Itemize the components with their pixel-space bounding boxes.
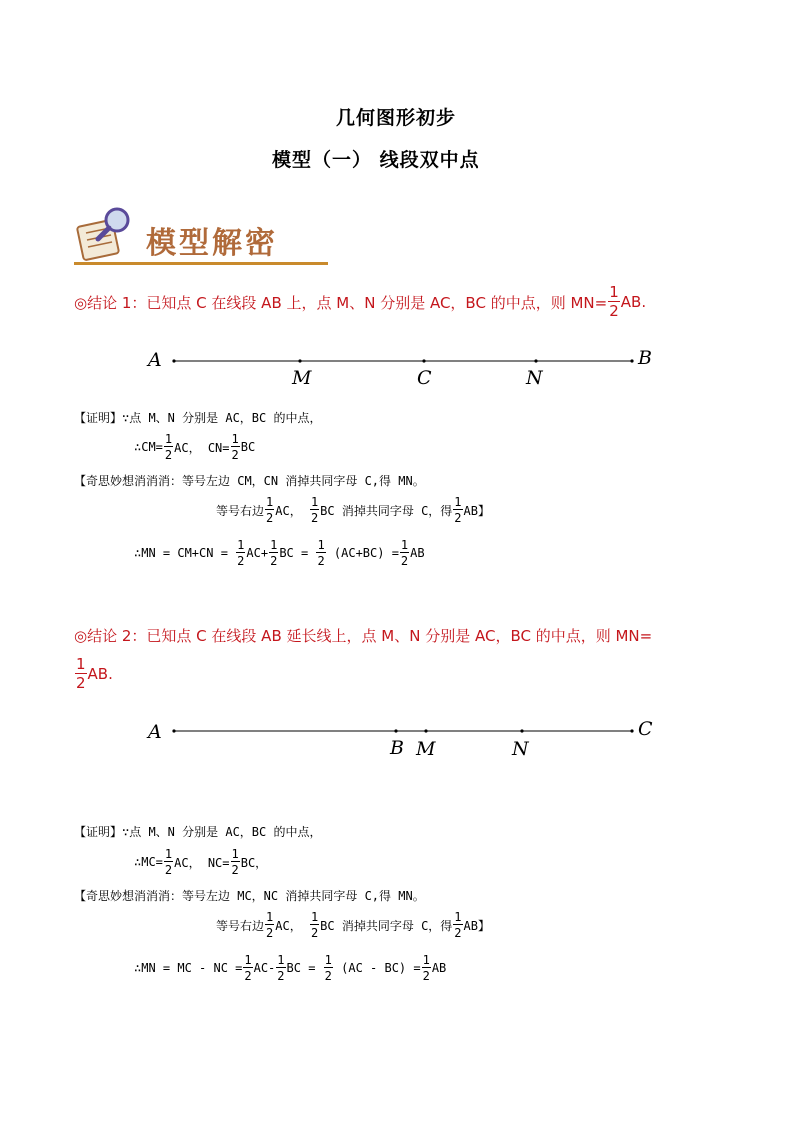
fraction-half: [236, 539, 245, 567]
fraction-half: [316, 539, 325, 567]
conclusion-1-heading: [74, 285, 646, 319]
fraction-half: [453, 911, 462, 939]
fraction-half: [231, 433, 240, 461]
proof-text: AB: [431, 961, 447, 975]
fraction-numerator: 1: [324, 953, 332, 967]
point-c: [630, 729, 633, 732]
fraction-half: [164, 433, 173, 461]
label-a: A: [148, 721, 162, 743]
fraction-half: [400, 539, 409, 567]
fraction-numerator: 1: [310, 495, 319, 509]
fraction-numerator: 1: [266, 495, 274, 509]
proof-2-line-3: [74, 881, 425, 909]
fraction-denominator: 2: [164, 448, 173, 462]
magnifier-notepad-icon: [74, 203, 136, 267]
fraction-numerator: 1: [317, 538, 325, 552]
proof-2-line-5: [134, 951, 446, 985]
label-c: C: [638, 718, 653, 740]
conclusion-2-tail: AB.: [87, 665, 113, 683]
fraction-half: [324, 954, 333, 982]
proof-text: 等号右边: [216, 503, 265, 518]
proof-text: BC =: [286, 961, 323, 975]
proof-1-line-3: [74, 466, 425, 494]
fraction-half: [422, 954, 431, 982]
fraction-numerator: 1: [310, 910, 319, 924]
proof-text: BC =: [279, 546, 316, 560]
label-m: M: [292, 367, 312, 389]
fraction-denominator: 2: [76, 674, 86, 692]
proof-text: ∴MN = CM+CN =: [134, 546, 236, 560]
fraction-numerator: 1: [422, 953, 430, 967]
proof-text: AC，: [275, 918, 309, 933]
point-m: [424, 729, 427, 732]
fraction-denominator: 2: [231, 863, 239, 877]
conclusion-2-heading-cont: [74, 656, 113, 692]
fraction-half: [164, 848, 173, 876]
fraction-half: [231, 848, 240, 876]
proof-text: BC，: [240, 855, 268, 870]
proof-text: AC， CN=: [174, 440, 230, 455]
proof-text: AC+: [246, 546, 269, 560]
figure-1: [140, 338, 680, 402]
proof-text: 【奇思妙想消消消：等号左边 MC，NC 消掉共同字母 C,得 MN。: [74, 888, 425, 903]
conclusion-2-heading: [74, 621, 652, 649]
fraction-half: [265, 911, 274, 939]
proof-text: 【证明】∵点 M、N 分别是 AC，BC 的中点，: [74, 824, 322, 839]
fraction-numerator: 1: [237, 538, 245, 552]
proof-text: AB】: [463, 918, 490, 933]
fraction-denominator: 2: [422, 969, 430, 983]
proof-text: 【证明】∵点 M、N 分别是 AC，BC 的中点，: [74, 410, 322, 425]
proof-text: (AC+BC) =: [326, 546, 399, 560]
fraction-numerator: 1: [609, 283, 619, 301]
fraction-numerator: 1: [231, 432, 239, 446]
fraction-half: [608, 285, 620, 319]
point-n: [520, 729, 523, 732]
fraction-denominator: 2: [266, 511, 274, 525]
page-title: 几何图形初步: [336, 107, 457, 129]
conclusion-1-text: ◎结论 1：已知点 C 在线段 AB 上，点 M、N 分别是 AC，BC 的中点，则 MN=: [74, 293, 608, 312]
point-a: [172, 359, 175, 362]
fraction-denominator: 2: [270, 554, 278, 568]
proof-text: AC-: [253, 961, 276, 975]
proof-2-line-4: [216, 908, 490, 942]
proof-text: ∴MN = MC - NC =: [134, 961, 243, 975]
proof-text: AB: [410, 546, 425, 560]
fraction-denominator: 2: [277, 969, 285, 983]
proof-text: BC 消掉共同字母 C，得: [320, 503, 453, 518]
fraction-denominator: 2: [324, 969, 332, 983]
label-n: N: [512, 738, 529, 760]
fraction-numerator: 1: [270, 538, 278, 552]
fraction-half: [310, 911, 319, 939]
fraction-half: [310, 496, 319, 524]
label-a: A: [148, 349, 162, 371]
label-m: M: [416, 738, 436, 760]
fraction-numerator: 1: [76, 655, 86, 673]
fraction-numerator: 1: [400, 538, 409, 552]
proof-text: AB】: [463, 503, 490, 518]
page-subtitle: 模型（一） 线段双中点: [272, 149, 480, 171]
fraction-numerator: 1: [454, 495, 462, 509]
fraction-denominator: 2: [231, 448, 239, 462]
point-m: [298, 359, 301, 362]
proof-text: BC: [240, 440, 256, 454]
proof-text: (AC - BC) =: [333, 961, 421, 975]
conclusion-2-text: ◎结论 2：已知点 C 在线段 AB 延长线上，点 M、N 分别是 AC，BC 的中点，则 MN=: [74, 626, 653, 645]
fraction-denominator: 2: [164, 863, 173, 877]
fraction-denominator: 2: [266, 926, 274, 940]
fraction-numerator: 1: [277, 953, 285, 967]
proof-2-line-1: [74, 817, 321, 845]
fraction-denominator: 2: [310, 511, 319, 525]
fraction-half: [276, 954, 285, 982]
fraction-numerator: 1: [454, 910, 462, 924]
figure-2: [140, 709, 680, 773]
fraction-half: [75, 657, 87, 691]
proof-2-line-2: [134, 845, 267, 879]
label-n: N: [526, 367, 543, 389]
fraction-half: [265, 496, 274, 524]
fraction-denominator: 2: [237, 554, 245, 568]
banner-title: 模型解密: [146, 226, 278, 261]
proof-text: 等号右边: [216, 918, 265, 933]
point-a: [172, 729, 175, 732]
fraction-half: [243, 954, 252, 982]
fraction-numerator: 1: [164, 432, 173, 446]
fraction-denominator: 2: [454, 926, 462, 940]
proof-text: AC，: [275, 503, 309, 518]
conclusion-1-tail: AB.: [620, 293, 647, 311]
proof-text: 【奇思妙想消消消：等号左边 CM，CN 消掉共同字母 C,得 MN。: [74, 473, 425, 488]
fraction-denominator: 2: [244, 969, 252, 983]
fraction-denominator: 2: [454, 511, 462, 525]
proof-1-line-4: [216, 493, 490, 527]
label-b: B: [638, 347, 652, 369]
proof-text: AC， NC=: [174, 855, 230, 870]
proof-1-line-2: [134, 430, 255, 464]
fraction-denominator: 2: [609, 302, 619, 320]
fraction-numerator: 1: [231, 847, 239, 861]
proof-text: ∴CM=: [134, 440, 163, 454]
label-b: B: [390, 737, 404, 759]
point-c: [422, 359, 425, 362]
fraction-numerator: 1: [244, 953, 252, 967]
fraction-denominator: 2: [317, 554, 325, 568]
fraction-half: [269, 539, 278, 567]
point-b: [630, 359, 633, 362]
proof-text: BC 消掉共同字母 C，得: [320, 918, 453, 933]
banner-underline: [74, 262, 328, 265]
point-n: [534, 359, 537, 362]
proof-text: ∴MC=: [134, 855, 163, 869]
fraction-denominator: 2: [310, 926, 319, 940]
fraction-numerator: 1: [164, 847, 173, 861]
label-c: C: [417, 367, 432, 389]
proof-1-line-5: [134, 536, 425, 570]
fraction-numerator: 1: [266, 910, 274, 924]
fraction-half: [453, 496, 462, 524]
fraction-denominator: 2: [400, 554, 409, 568]
point-b: [394, 729, 397, 732]
proof-1-line-1: [74, 403, 321, 431]
